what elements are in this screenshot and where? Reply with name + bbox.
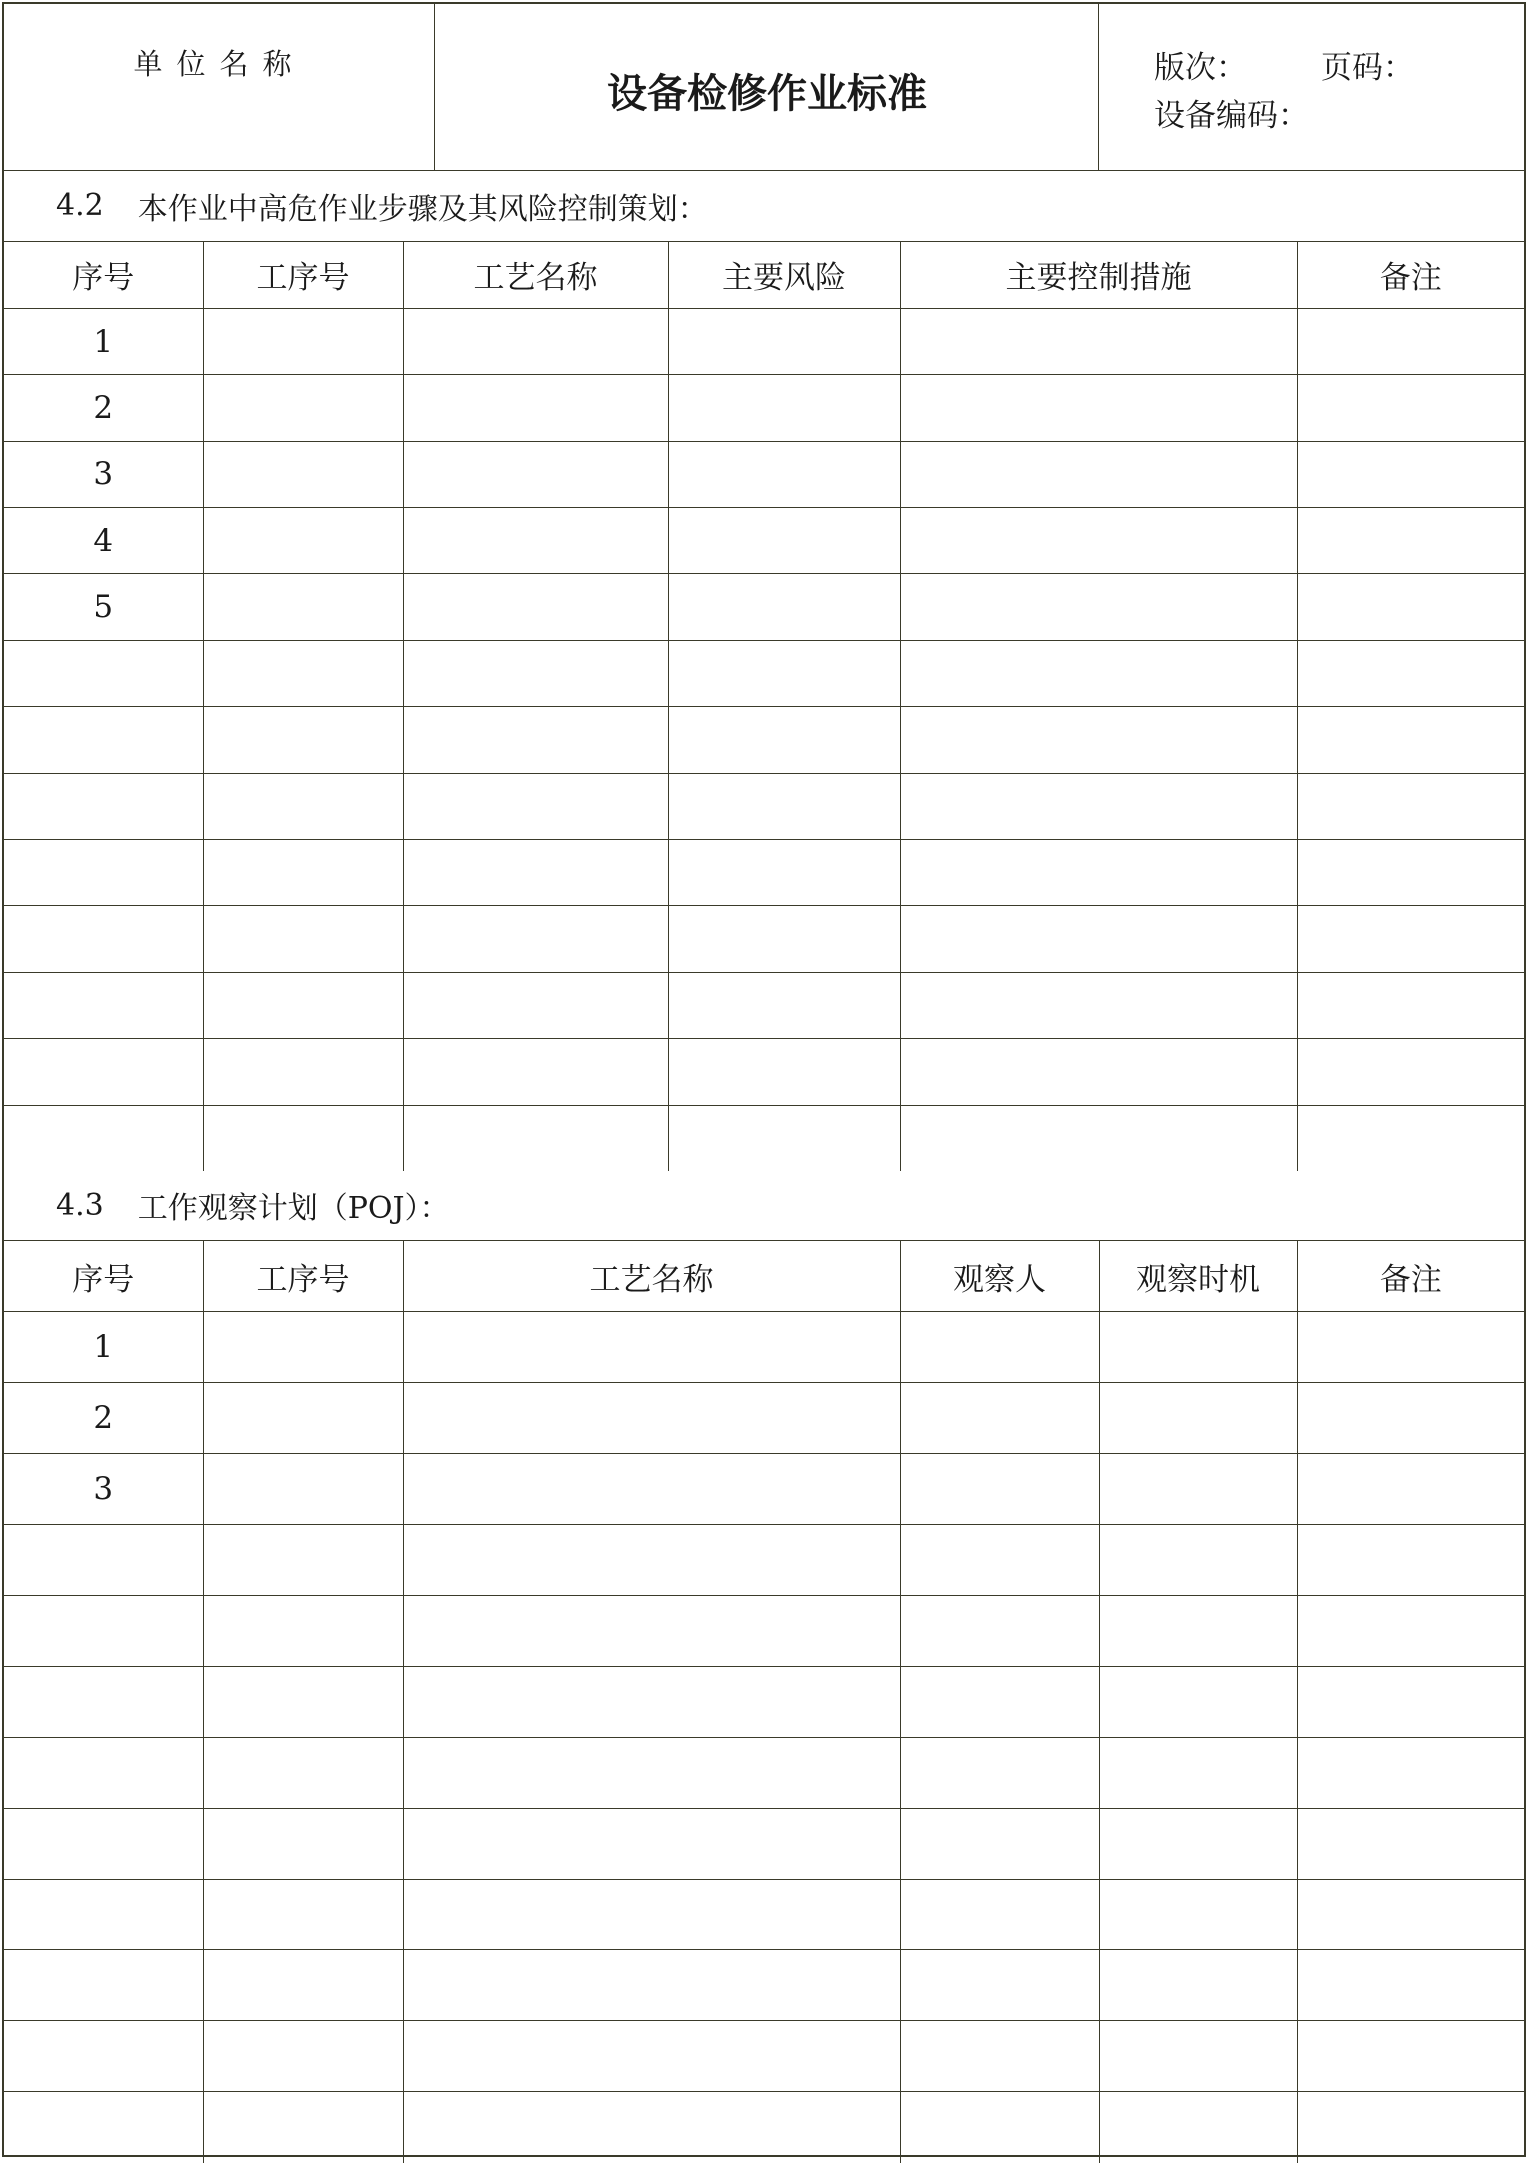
row-number-cell: 1 <box>4 308 203 374</box>
table-cell <box>900 508 1297 574</box>
table-cell <box>1297 1105 1524 1171</box>
table-cell <box>403 906 668 972</box>
row-number-cell: 3 <box>4 441 203 507</box>
table-cell <box>1099 2092 1297 2163</box>
table-cell <box>900 441 1297 507</box>
table-cell <box>203 1454 403 1525</box>
table-cell <box>403 840 668 906</box>
section-number: 4.2 <box>56 188 104 223</box>
table-cell <box>1297 574 1524 640</box>
table-row <box>4 1879 1524 1950</box>
table-header-row <box>4 1241 1524 1312</box>
table-cell <box>203 441 403 507</box>
table-cell <box>1297 1383 1524 1454</box>
column-header: 备注 <box>1297 242 1524 308</box>
table-cell <box>900 707 1297 773</box>
table-cell <box>203 773 403 839</box>
table-header-row <box>4 242 1524 308</box>
table-cell <box>203 1950 403 2021</box>
table-cell <box>668 441 900 507</box>
table-cell <box>203 640 403 706</box>
table-cell <box>900 1312 1099 1383</box>
table-cell <box>203 707 403 773</box>
table-row <box>4 773 1524 839</box>
table-row <box>4 574 1524 640</box>
table-cell <box>403 308 668 374</box>
table-cell <box>1297 840 1524 906</box>
equipment-code-label: 设备编码： <box>1154 98 1309 134</box>
title-cell <box>435 4 1099 170</box>
table-row <box>4 375 1524 441</box>
table-row <box>4 508 1524 574</box>
column-header: 主要风险 <box>668 242 900 308</box>
table-cell <box>203 840 403 906</box>
table-cell <box>403 1666 900 1737</box>
table-cell <box>403 1808 900 1879</box>
table-cell <box>900 640 1297 706</box>
table-row <box>4 972 1524 1038</box>
table-row <box>4 1525 1524 1596</box>
table-cell <box>900 375 1297 441</box>
table-cell <box>1297 375 1524 441</box>
table-cell <box>668 840 900 906</box>
table-cell <box>403 375 668 441</box>
table-cell <box>203 1105 403 1171</box>
table-row <box>4 1950 1524 2021</box>
table-cell <box>403 2021 900 2092</box>
table-row <box>4 1312 1524 1383</box>
table-cell <box>203 1525 403 1596</box>
table-row <box>4 1454 1524 1525</box>
table-cell <box>1099 1383 1297 1454</box>
table-cell <box>203 972 403 1038</box>
table-cell <box>668 1039 900 1105</box>
document-sheet <box>2 2 1526 2157</box>
table-cell <box>1297 441 1524 507</box>
document-header <box>4 4 1524 171</box>
table-cell <box>403 508 668 574</box>
table-cell <box>203 1737 403 1808</box>
column-header: 工序号 <box>203 1241 403 1312</box>
table-cell <box>203 2092 403 2163</box>
section-title: 工作观察计划（POJ）： <box>137 1191 450 1226</box>
table-cell <box>900 1595 1099 1666</box>
table-cell <box>1099 1950 1297 2021</box>
page-label: 页码： <box>1321 50 1414 86</box>
table-cell <box>1297 1039 1524 1105</box>
row-number-cell <box>4 840 203 906</box>
table-row <box>4 441 1524 507</box>
table-cell <box>203 906 403 972</box>
row-number-cell <box>4 1666 203 1737</box>
table-cell <box>403 1039 668 1105</box>
table-row <box>4 1105 1524 1171</box>
table-cell <box>1099 1808 1297 1879</box>
table-cell <box>900 308 1297 374</box>
table-cell <box>900 1808 1099 1879</box>
row-number-cell <box>4 2021 203 2092</box>
row-number-cell <box>4 1879 203 1950</box>
row-number-cell: 4 <box>4 508 203 574</box>
table-cell <box>1297 508 1524 574</box>
row-number-cell: 1 <box>4 1312 203 1383</box>
row-number-cell: 2 <box>4 375 203 441</box>
table-row <box>4 840 1524 906</box>
section-4-2-heading <box>4 170 1524 242</box>
table-row <box>4 1383 1524 1454</box>
column-header: 观察人 <box>900 1241 1099 1312</box>
section-number: 4.3 <box>56 1187 104 1223</box>
table-cell <box>1297 1666 1524 1737</box>
table-row <box>4 308 1524 374</box>
table-cell <box>1297 1879 1524 1950</box>
table-cell <box>1099 1595 1297 1666</box>
table-cell <box>900 1666 1099 1737</box>
row-number-cell: 3 <box>4 1454 203 1525</box>
table-cell <box>203 1879 403 1950</box>
table-cell <box>900 1950 1099 2021</box>
column-header: 工艺名称 <box>403 1241 900 1312</box>
table-row <box>4 640 1524 706</box>
table-cell <box>403 640 668 706</box>
table-cell <box>403 707 668 773</box>
version-label: 版次： <box>1154 50 1247 86</box>
table-cell <box>403 1105 668 1171</box>
table-cell <box>203 1808 403 1879</box>
table-cell <box>403 1879 900 1950</box>
table-cell <box>668 375 900 441</box>
table-cell <box>403 1737 900 1808</box>
table-cell <box>1099 1737 1297 1808</box>
document-title: 设备检修作业标准 <box>607 71 927 117</box>
row-number-cell <box>4 1808 203 1879</box>
column-header: 备注 <box>1297 1241 1524 1312</box>
table-cell <box>900 1383 1099 1454</box>
table-cell <box>403 2092 900 2163</box>
table-cell <box>1297 1454 1524 1525</box>
table-cell <box>900 840 1297 906</box>
table-cell <box>203 2021 403 2092</box>
table-row <box>4 2092 1524 2163</box>
table-row <box>4 1808 1524 1879</box>
row-number-cell <box>4 707 203 773</box>
row-number-cell: 2 <box>4 1383 203 1454</box>
table-cell <box>1099 1454 1297 1525</box>
section-4-3-heading <box>4 1170 1524 1241</box>
table-cell <box>403 1312 900 1383</box>
table-cell <box>1297 1525 1524 1596</box>
row-number-cell <box>4 906 203 972</box>
table-cell <box>1099 1312 1297 1383</box>
table-cell <box>900 972 1297 1038</box>
table-cell <box>900 906 1297 972</box>
table-cell <box>203 1666 403 1737</box>
table-cell <box>403 1454 900 1525</box>
table-cell <box>900 1879 1099 1950</box>
table-cell <box>900 1039 1297 1105</box>
row-number-cell <box>4 1595 203 1666</box>
table-cell <box>900 2021 1099 2092</box>
table-cell <box>403 773 668 839</box>
table-row <box>4 906 1524 972</box>
row-number-cell <box>4 2092 203 2163</box>
table-cell <box>1297 1595 1524 1666</box>
column-header: 序号 <box>4 242 203 308</box>
table-cell <box>203 1595 403 1666</box>
row-number-cell <box>4 1950 203 2021</box>
row-number-cell <box>4 972 203 1038</box>
risk-control-table <box>4 242 1524 1171</box>
unit-name-cell <box>4 4 435 170</box>
row-number-cell <box>4 1105 203 1171</box>
table-cell <box>403 574 668 640</box>
column-header: 工序号 <box>203 242 403 308</box>
table-row <box>4 1595 1524 1666</box>
table-cell <box>403 1525 900 1596</box>
table-cell <box>668 574 900 640</box>
section-title: 本作业中高危作业步骤及其风险控制策划： <box>137 191 708 227</box>
table-cell <box>1297 2021 1524 2092</box>
column-header: 观察时机 <box>1099 1241 1297 1312</box>
table-cell <box>1099 2021 1297 2092</box>
table-cell <box>1297 640 1524 706</box>
table-cell <box>403 1595 900 1666</box>
table-cell <box>403 1950 900 2021</box>
column-header: 主要控制措施 <box>900 242 1297 308</box>
table-cell <box>900 1105 1297 1171</box>
table-cell <box>668 972 900 1038</box>
table-cell <box>668 773 900 839</box>
table-cell <box>668 906 900 972</box>
row-number-cell: 5 <box>4 574 203 640</box>
table-row <box>4 1666 1524 1737</box>
row-number-cell <box>4 640 203 706</box>
table-cell <box>203 308 403 374</box>
table-cell <box>203 574 403 640</box>
table-cell <box>668 508 900 574</box>
row-number-cell <box>4 773 203 839</box>
unit-name-label: 单位名称 <box>133 47 306 81</box>
table-cell <box>203 508 403 574</box>
table-cell <box>403 1383 900 1454</box>
row-number-cell <box>4 1737 203 1808</box>
row-number-cell <box>4 1525 203 1596</box>
table-cell <box>1099 1879 1297 1950</box>
table-cell <box>1297 1950 1524 2021</box>
table-cell <box>900 2092 1099 2163</box>
table-cell <box>403 972 668 1038</box>
table-cell <box>668 707 900 773</box>
table-row <box>4 1039 1524 1105</box>
table-cell <box>1297 906 1524 972</box>
table-cell <box>668 1105 900 1171</box>
table-row <box>4 707 1524 773</box>
table-cell <box>203 1383 403 1454</box>
table-cell <box>203 375 403 441</box>
table-row <box>4 1737 1524 1808</box>
table-cell <box>900 1737 1099 1808</box>
table-cell <box>668 308 900 374</box>
table-cell <box>403 441 668 507</box>
table-cell <box>203 1312 403 1383</box>
table-cell <box>1297 773 1524 839</box>
column-header: 序号 <box>4 1241 203 1312</box>
table-cell <box>900 574 1297 640</box>
table-cell <box>203 1039 403 1105</box>
meta-cell <box>1099 4 1524 170</box>
table-cell <box>900 773 1297 839</box>
table-cell <box>1099 1525 1297 1596</box>
column-header: 工艺名称 <box>403 242 668 308</box>
table-cell <box>1297 707 1524 773</box>
table-cell <box>900 1454 1099 1525</box>
table-cell <box>900 1525 1099 1596</box>
row-number-cell <box>4 1039 203 1105</box>
table-cell <box>1099 1666 1297 1737</box>
table-cell <box>1297 1312 1524 1383</box>
table-cell <box>1297 1737 1524 1808</box>
table-cell <box>1297 2092 1524 2163</box>
table-cell <box>1297 308 1524 374</box>
table-cell <box>1297 1808 1524 1879</box>
table-row <box>4 2021 1524 2092</box>
table-cell <box>1297 972 1524 1038</box>
work-observation-table <box>4 1241 1524 2163</box>
table-cell <box>668 640 900 706</box>
